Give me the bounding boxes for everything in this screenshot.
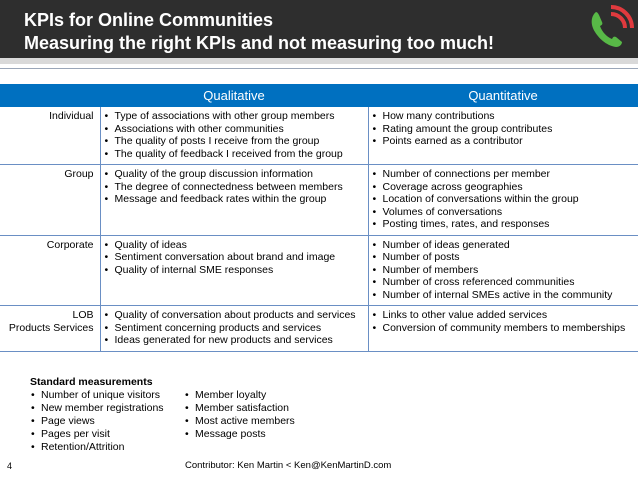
list-item: • Member loyalty (184, 389, 295, 402)
bullet-list (104, 110, 365, 160)
slide-subtitle: Measuring the right KPIs and not measuring too much! (24, 33, 495, 53)
phone-handset-logo-icon (586, 4, 634, 52)
row-label-text: LOB (72, 309, 94, 321)
list-item: • Number of ideas generated (372, 239, 636, 252)
quantitative-cell (368, 235, 638, 306)
list-item: • The quality of posts I receive from the group (104, 135, 365, 148)
row-label-text: Group (64, 168, 94, 180)
kpi-table (0, 84, 638, 352)
table-row (0, 107, 638, 165)
list-item: • Number of connections per member (372, 168, 636, 181)
table-row (0, 235, 638, 306)
row-label-text: Individual (49, 110, 94, 122)
list-item: • Points earned as a contributor (372, 135, 636, 148)
list-item: • Number of posts (372, 251, 636, 264)
bullet-list (372, 309, 636, 334)
list-item: • Quality of ideas (104, 239, 365, 252)
list-item: • Associations with other communities (104, 123, 365, 136)
header-accent-strip (0, 58, 638, 64)
qualitative-cell (100, 165, 368, 236)
bullet-list (104, 239, 365, 277)
list-item: • Ideas generated for new products and services (104, 334, 365, 347)
list-item: • Retention/Attrition (30, 441, 164, 454)
header-cell-blank (0, 84, 100, 107)
row-label-text-2: Products Services (8, 321, 94, 334)
list-item: • Coverage across geographies (372, 181, 636, 194)
bullet-list (104, 309, 365, 347)
row-label (0, 165, 100, 236)
list-item: • Most active members (184, 415, 295, 428)
list-item: • Message posts (184, 428, 295, 441)
table-row (0, 306, 638, 352)
qualitative-cell (100, 235, 368, 306)
list-item: • Location of conversations within the group (372, 193, 636, 206)
page-number: 4 (7, 461, 13, 471)
list-item: • Quality of conversation about products and services (104, 309, 365, 322)
list-item: • The quality of feedback I received from the group (104, 148, 365, 161)
qualitative-cell (100, 107, 368, 165)
list-item: • Number of internal SMEs active in the community (372, 289, 636, 302)
list-item: • Posting times, rates, and responses (372, 218, 636, 231)
contributor-credit: Contributor: Ken Martin < Ken@KenMartinD.com (185, 460, 392, 471)
standard-list-left (30, 389, 164, 454)
list-item: • Number of members (372, 264, 636, 277)
list-item: • Member satisfaction (184, 402, 295, 415)
bullet-list (372, 110, 636, 148)
table-row (0, 165, 638, 236)
quantitative-cell (368, 107, 638, 165)
header-quantitative: Quantitative (368, 84, 638, 107)
list-item: • Number of cross referenced communities (372, 276, 636, 289)
standard-measurements-heading: Standard measurements (30, 376, 153, 388)
list-item: • New member registrations (30, 402, 164, 415)
list-item: • Sentiment conversation about brand and image (104, 251, 365, 264)
list-item: • The degree of connectedness between members (104, 181, 365, 194)
list-item: • Type of associations with other group members (104, 110, 365, 123)
row-label-text: Corporate (46, 238, 94, 251)
list-item: • Quality of the group discussion information (104, 168, 365, 181)
list-item: • Conversion of community members to memberships (372, 322, 636, 335)
header-qualitative: Qualitative (100, 84, 368, 107)
title-bar (0, 0, 638, 58)
bullet-list (104, 168, 365, 206)
list-item: • Links to other value added services (372, 309, 636, 322)
table-header-row (0, 84, 638, 107)
list-item: • Volumes of conversations (372, 206, 636, 219)
row-label (0, 235, 100, 306)
list-item: • Pages per visit (30, 428, 164, 441)
standard-measurements (30, 376, 164, 454)
row-label (0, 306, 100, 352)
quantitative-cell (368, 165, 638, 236)
list-item: • Message and feedback rates within the group (104, 193, 365, 206)
list-item: • Sentiment concerning products and services (104, 322, 365, 335)
kpi-table-body (0, 107, 638, 351)
bullet-list (372, 168, 636, 231)
qualitative-cell (100, 306, 368, 352)
divider-line (0, 68, 638, 69)
quantitative-cell (368, 306, 638, 352)
list-item: • Number of unique visitors (30, 389, 164, 402)
standard-measurements-right (184, 389, 295, 441)
standard-list-right (184, 389, 295, 441)
list-item: • Rating amount the group contributes (372, 123, 636, 136)
bullet-list (372, 239, 636, 302)
list-item: • Page views (30, 415, 164, 428)
row-label (0, 107, 100, 165)
list-item: • How many contributions (372, 110, 636, 123)
list-item: • Quality of internal SME responses (104, 264, 365, 277)
slide-title: KPIs for Online Communities (24, 10, 274, 30)
